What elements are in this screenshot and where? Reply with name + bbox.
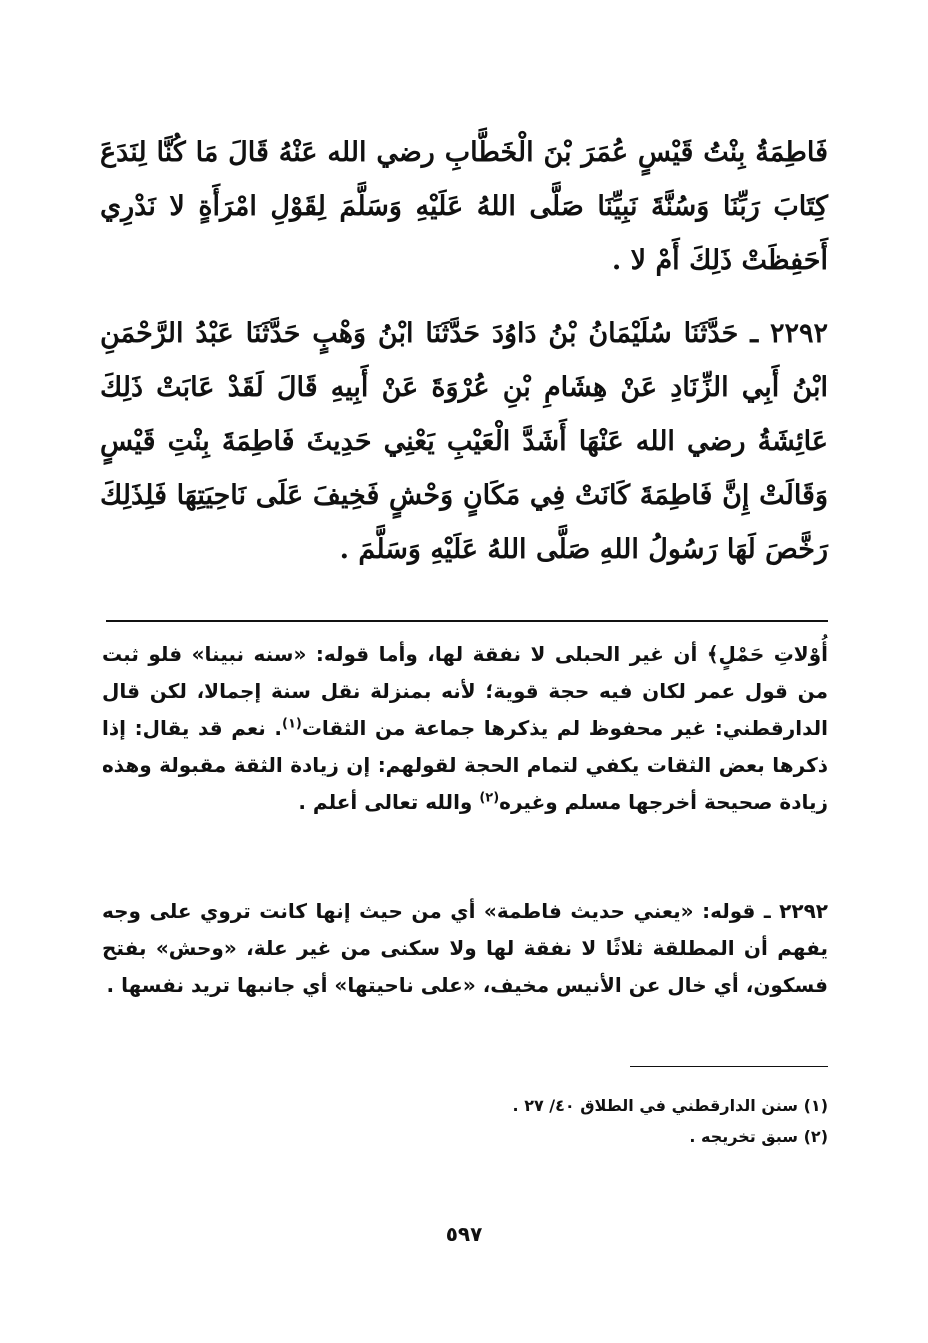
hadith-text-continuation: فَاطِمَةُ بِنْتُ قَيْسٍ عُمَرَ بْنَ الْخَطَّابِ رضي الله عَنْهُ قَالَ مَا كُنَّا لِنَدَعَ كِتَابَ رَبِّنَا وَسُنَّةَ نَبِيِّنَا صَلَّى اللهُ عَلَيْهِ وَسَلَّمَ لِقَوْلِ امْرَأَةٍ لا نَدْرِي أَحَفِظَتْ ذَلِكَ أَمْ لا . [100,137,828,276]
commentary-text: . نعم قد يقال: إذا ذكرها بعض الثقات يكفي لتمام الحجة لقولهم: إن زيادة الثقة مقبولة وهذه زيادة صحيحة أخرجها مسلم وغيره [102,716,828,814]
footnotes [500,1090,828,1152]
footnote-marker: (١) [803,1096,828,1115]
commentary-paragraph [102,636,828,821]
footnote-separator-rule [106,620,828,622]
footnote-marker: (٢) [803,1127,828,1146]
commentary-2292: ٢٢٩٢ ـ قوله: «يعني حديث فاطمة» أي من حيث إنها كانت تروي على وجه يفهم أن المطلقة ثلاثًا لا نفقة لها ولا سكنى من غير علة، «وحش» بفتح فسكون، أي خال عن الأنيس مخيف، «على ناحيتها» أي جانبها تريد نفسها . [102,899,828,997]
footnote-ref-1: (١) [281,716,302,732]
footnote-1 [500,1090,828,1121]
commentary-text: أُوْلاتِ حَمْلٍ﴾ أن غير الحبلى لا نفقة لها، وأما قوله: «سنه نبينا» فلو ثبت من قول عمر لكان فيه حجة قوية؛ لأنه بمنزلة نقل سنة إجمالا، لكن قال الدارقطني: غير محفوظ لم يذكرها جماعة من الثقات [102,642,828,740]
footnote-ref-2: (٢) [479,790,500,806]
hadith-2292: ٢٢٩٢ ـ حَدَّثَنَا سُلَيْمَانُ بْنُ دَاوُدَ حَدَّثَنَا ابْنُ وَهْبٍ حَدَّثَنَا عَبْدُ الرَّحْمَنِ ابْنُ أَبِي الزِّنَادِ عَنْ هِشَامِ بْنِ عُرْوَةَ عَنْ أَبِيهِ قَالَ لَقَدْ عَابَتْ ذَلِكَ عَائِشَةُ رضي الله عَنْهَا أَشَدَّ الْعَيْبِ يَعْنِي حَدِيثَ فَاطِمَةَ بِنْتِ قَيْسٍ وَقَالَتْ إِنَّ فَاطِمَةَ كَانَتْ فِي مَكَانٍ وَحْشٍ فَخِيفَ عَلَى نَاحِيَتِهَا فَلِذَلِكَ رَخَّصَ لَهَا رَسُولُ اللهِ صَلَّى اللهُ عَلَيْهِ وَسَلَّمَ . [100,318,828,565]
footnote-text: سبق تخريجه . [689,1127,799,1146]
footnotes-rule [630,1066,828,1067]
commentary-text: والله تعالى أعلم . [298,790,480,814]
footnote-2 [500,1121,828,1152]
footnote-text: سنن الدارقطني في الطلاق ٤٠/ ٢٧ . [512,1096,799,1115]
page-number: ٥٩٧ [445,1222,483,1246]
